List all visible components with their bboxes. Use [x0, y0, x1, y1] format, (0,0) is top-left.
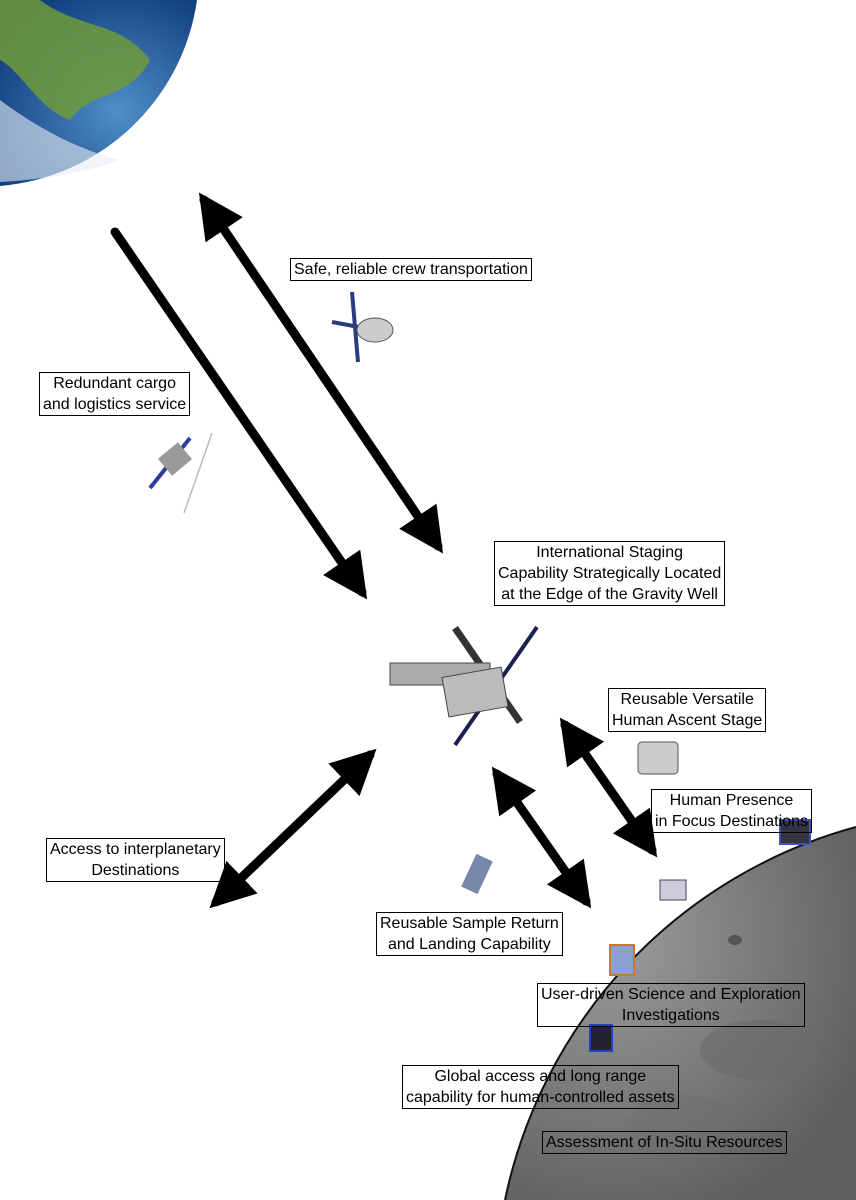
label-line: User-driven Science and Exploration — [541, 986, 801, 1003]
earth — [0, 0, 197, 186]
label-line: Reusable Versatile — [620, 691, 754, 708]
label-cargo-logistics — [39, 372, 190, 416]
label-line: in Focus Destinations — [655, 813, 808, 830]
label-line: Assessment of In-Situ Resources — [546, 1134, 783, 1151]
arrow-sample — [497, 774, 586, 901]
label-human-presence — [651, 789, 812, 833]
label-sample-return — [376, 912, 563, 956]
label-line: Reusable Sample Return — [380, 915, 559, 932]
label-line: and Landing Capability — [387, 936, 551, 953]
label-science-exploration — [537, 983, 805, 1027]
label-line: Capability Strategically Located — [498, 565, 722, 582]
label-line: Safe, reliable crew transportation — [294, 261, 528, 278]
label-crew-transportation — [290, 258, 532, 281]
label-global-access — [402, 1065, 679, 1109]
label-ascent-stage — [608, 688, 766, 732]
label-line: Human Ascent Stage — [612, 712, 763, 729]
label-in-situ-resources — [542, 1131, 787, 1154]
cargo-vehicle-image — [150, 433, 212, 513]
sample-lander-image — [461, 854, 493, 894]
arrow-crew — [204, 200, 438, 546]
label-staging-capability — [494, 541, 725, 606]
ascent-stage-image — [638, 742, 678, 774]
label-line: at the Edge of the Gravity Well — [501, 586, 718, 603]
crew-capsule-image — [332, 292, 393, 362]
label-line: Destinations — [91, 862, 180, 879]
label-line: Human Presence — [669, 792, 794, 809]
label-line: Redundant cargo — [53, 375, 176, 392]
label-line: Global access and long range — [434, 1068, 647, 1085]
arrow-interplanetary — [216, 755, 370, 902]
label-line: capability for human-controlled assets — [406, 1089, 675, 1106]
label-line: Access to interplanetary — [50, 841, 221, 858]
space-station-image — [390, 627, 537, 745]
label-interplanetary-access — [46, 838, 225, 882]
label-line: and logistics service — [43, 396, 187, 413]
label-line: International Staging — [536, 544, 683, 561]
label-line: Investigations — [621, 1007, 720, 1024]
